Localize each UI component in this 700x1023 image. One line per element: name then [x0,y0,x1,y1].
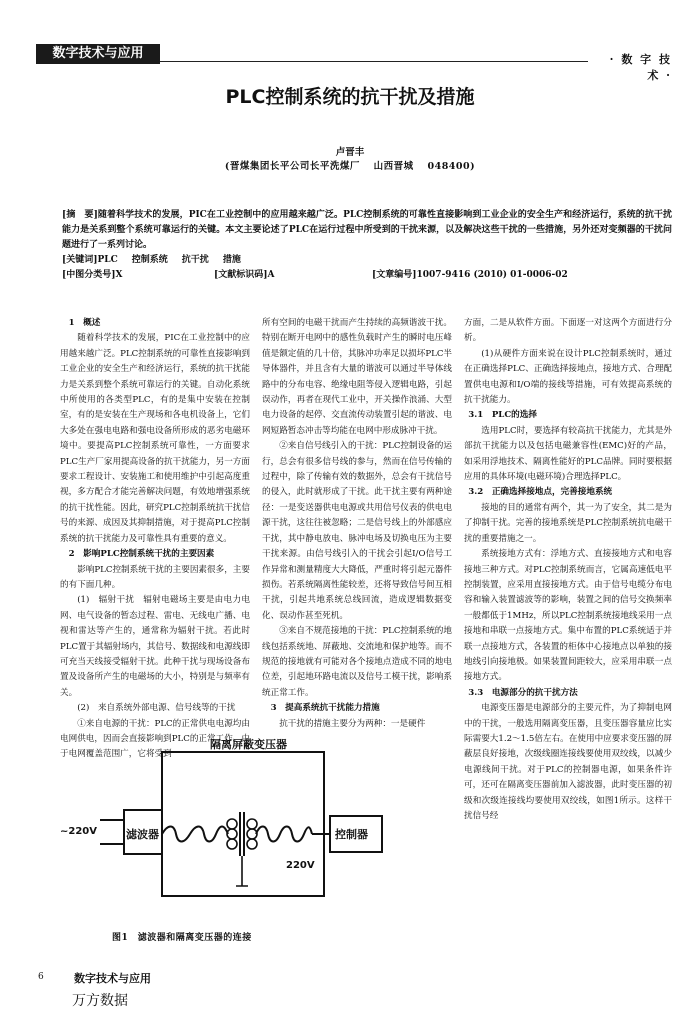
subsection-heading: 3.2 正确选择接地点，完善接地系统 [468,487,613,498]
paragraph: 抗干扰的措施主要分为两种：一是硬件 [279,718,426,729]
page-number: 6 [38,972,44,982]
author-name: 卢晋丰 [335,147,365,158]
paragraph: ②来自信号线引入的干扰：PLC控制设备的运行，总会有很多信号线的参与，然而在信号传输的过程中，除了传输有效的数据外，总会有干扰信号的侵入，此时就形成了干扰。此干扰主要有两种途径：一是变送器供电电源或共用信号仪表的供电电源干扰，这往往被忽略；二是信号线上的外部感应干扰，其中静电放电、脉冲电场及切换电压为主要干扰来源。由信号线引入的干扰会引起I/O信号工作异常和测量精度大大降低，严重时将引起元器件损伤。若系统隔离性能较差，还将导致信号间互相干扰，引起共地系统总线回流，造成逻辑数据变化、误动作甚至死机。 [262,441,452,621]
keyword: 控制系统 [131,255,168,265]
subsection-heading: 3.1 PLC的选择 [468,410,537,421]
keywords-row [62,253,672,268]
header-rule [160,61,588,62]
paragraph: ①来自电源的干扰：PLC的正常供电电源均由电网供电，因而会直接影响到PLC的正常工作。由于电网覆盖范围广，它将受到 [60,718,250,760]
keywords-label: [关键词]PLC [62,255,118,265]
section-label: 数字技术与应用 [36,44,160,64]
abstract-block [62,208,672,283]
primary-coil [227,829,237,839]
figure-caption: 图1 滤波器和隔离变压器的连接 [112,933,252,943]
paragraph: 影响PLC控制系统干扰的主要因素很多，主要的有下面几种。 [60,564,250,590]
column-label: · 数 字 技 术 · [609,53,672,82]
primary-coil [227,819,237,829]
paragraph: (1)从硬件方面来说在设计PLC控制系统时，通过在正确选择PLC、正确选择接地点，接地方式、合理配置供电电源和I/O端的接线等措施，可有效提高系统的抗干扰能力。 [464,348,672,406]
author-affiliation: (晋煤集团长平公司长平洗煤厂 山西晋城 048400) [224,161,476,172]
text-column-3 [464,316,672,824]
figure-1-diagram [60,736,452,932]
keyword: 抗干扰 [181,255,209,265]
article-number: [文章编号]1007-9416 (2010) 01-0006-02 [372,270,568,280]
paragraph: 方面，二是从软件方面。下面逐一对这两个方面进行分析。 [464,318,672,344]
paragraph: 系统接地方式有：浮地方式、直接接地方式和电容接地三种方式。对PLC控制系统而言，它属高速低电平控制装置，应采用直接接地方式。由于信号电缆分布电容和输入装置滤波等的影响，装置之间的信号交换频率一般都低于1MHz，所以PLC控制系统接地线采用一点接地和串联一点接地方式。集中布置的PLC系统适于并联一点接地方式，各装置的柜体中心接地点以单独的接地线引向接地极。如果装置间距较大，应采用串联一点接地方式。 [464,549,672,683]
paragraph: 接地的目的通常有两个，其一为了安全，其二是为了抑制干扰。完善的接地系统是PLC控制系统抗电磁干扰的重要措施之一。 [464,502,672,544]
watermark: 万方数据 [72,993,128,1009]
ground-lead [236,856,248,886]
paragraph: 所有空间的电磁干扰而产生持续的高频谐波干扰。特别在断开电网中的感性负载时产生的瞬时电压峰值是额定值的几十倍，其脉冲功率足以损坏PLC半导体器件，并且含有大量的谐波可以通过半导体线路中的分布电容、绝缘电阻等侵入逻辑电路，引起误动作，再者在现代工业中，开关操作浪涌、大型电力设备的起停、交直流传动装置引起的谐波、电网短路暂态冲击等均能在电网中形成脉冲干扰。 [262,318,452,436]
classification-row [62,268,672,283]
paragraph: 选用PLC时，要选择有较高抗干扰能力，尤其是外部抗干扰能力以及包括电磁兼容性(EMC)好的产品，如采用浮地技术、隔离性能好的PLC品牌。同时要根据应用的具体环境(电磁环境)合理选择PLC。 [464,425,672,483]
secondary-coil [247,829,257,839]
section-heading: 3 提高系统抗干扰能力措施 [270,703,380,714]
secondary-coil [247,819,257,829]
primary-coil [227,839,237,849]
keyword: 措施 [222,255,241,265]
output-voltage-label: 220V [286,860,315,871]
filter-label: 滤波器 [126,828,159,841]
paragraph: 随着科学技术的发展，PIC在工业控制中的应用越来越广泛。PLC控制系统的可靠性直接影响到工业企业的安全生产和经济运行，系统的抗干扰能力是关系到整个系统可靠运行的关键。自动化系统中所使用的各类型PLC，有的是集中安装在控制室，有的是安装在生产现场和各电机设备上，它们大多处在强电电路和强电设备所形成的恶劣电磁环境中。要提高PLC控制系统可靠性，一方面要求PLC生产厂家用提高设备的抗干扰能力，另一方面要求工程设计、安装施工和使用维护中引起高度重视，多方配合才能完善解决问题，有效地增强系统的抗干扰性能。因此，研究PLC控制系统抗干扰信号的来源、成因及其抑制措施，对于提高PLC控制系统的抗干扰能力及可靠性具有重要的意义。 [60,333,250,544]
paragraph: ③来自不规范接地的干扰：PLC控制系统的地线包括系统地、屏蔽地、交流地和保护地等。而不规范的接地就有可能对各个接地点造成不同的地电位差，引起地环路电流以及信号工模干扰，影响系统正常工作。 [262,626,452,698]
paragraph: 电源变压器是电源部分的主要元件，为了抑制电网中的干扰，一般选用隔离变压器，且变压器容量应比实际需要大1.2～1.5倍左右。在使用中应要求变压器的屏蔽层良好接地，次级线圈连接线要使用双绞线，以减少电源线间干扰。对于PLC的控制器电源，如果条件许可，还可在隔离变压器前加入滤波器，此时变压器的初级和次级连接线均要使用双绞线，如图1所示。这样干扰信号经 [464,703,672,821]
article-title: PLC控制系统的抗干扰及措施 [225,86,475,108]
paragraph: (2) 来自系统外部电源、信号线等的干扰 [77,703,236,714]
secondary-twisted-pair [256,827,312,842]
paragraph: (1) 辐射干扰 辐射电磁场主要是由电力电网、电气设备的暂态过程、雷电、无线电广播、电视和雷达等产生的，通常称为辐射干扰。若此时PLC置于其辐射场内，其信号、数据线和电源线即可充当天线接受辐射干扰。此种干扰与现场设备布置及设备所产生的电磁场的大小，特别是与频率有关。 [60,595,250,698]
subsection-heading: 3.3 电源部分的抗干扰方法 [468,687,578,698]
document-code: [文献标识码]A [214,270,275,280]
secondary-coil [247,839,257,849]
transformer-label: 隔离屏蔽变压器 [210,738,287,751]
text-column-2 [262,316,452,729]
abstract-text: [摘 要]随着科学技术的发展，PIC在工业控制中的应用越来越广泛。PLC控制系统的可靠性直接影响到工业企业的安全生产和经济运行，系统的抗干扰能力是关系到整个系统可靠运行的关键。本文主要论述了PLC在运行过程中所受到的干扰来源，以及解决这些干扰的一些措施，另外还对变频器的干扰问题进行了一系列讨论。 [62,210,672,250]
circuit-diagram [60,736,452,932]
controller-label: 控制器 [335,828,368,841]
input-voltage-label: ~220V [60,826,97,837]
text-column-1 [60,316,250,763]
footer-magazine: 数字技术与应用 [74,972,151,985]
clc-number: [中图分类号]X [62,270,123,280]
section-heading: 2 影响PLC控制系统干扰的主要因素 [68,549,215,560]
primary-twisted-pair [162,827,228,842]
section-heading: 1 概述 [68,318,101,328]
